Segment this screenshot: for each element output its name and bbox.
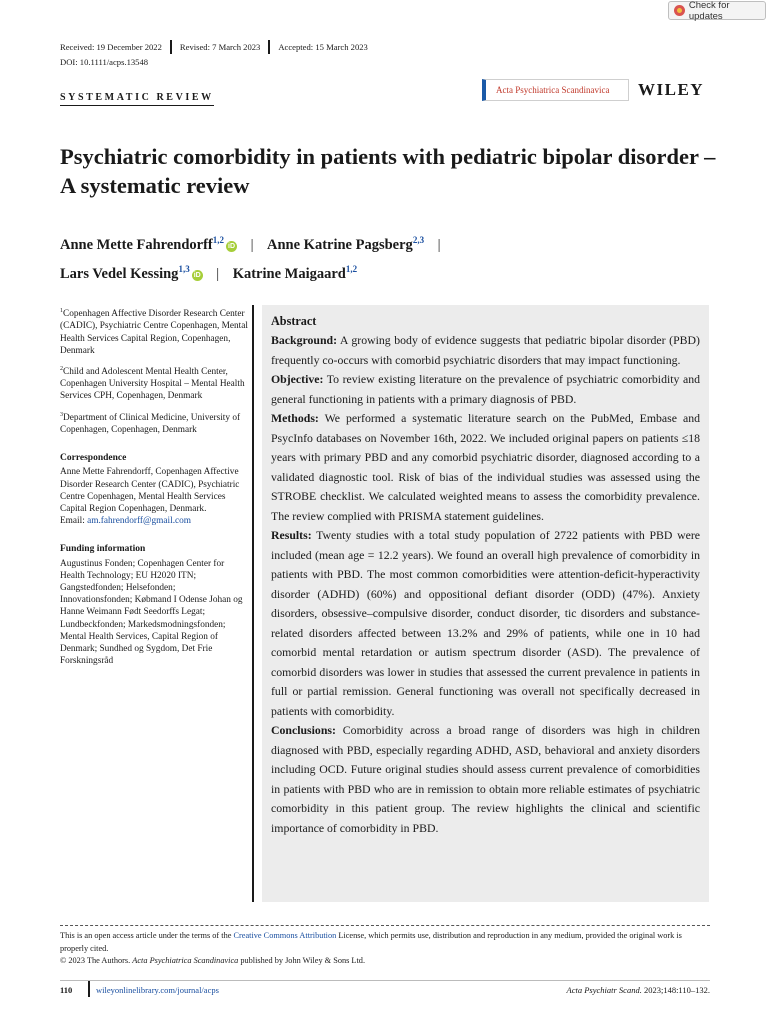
author-affiliation: 1,2 bbox=[212, 235, 225, 245]
license-note: This is an open access article under the terms of the Creative Commons Attribution License, which permits use, distribution and reproduction in any medium, provided the original work is properly cited. © 2023 The Authors. Acta Psychiatrica Scandinavica published by John Wiley & Sons Ltd. bbox=[60, 931, 682, 965]
accepted-date: Accepted: 15 March 2023 bbox=[278, 42, 368, 52]
footer-separator bbox=[88, 981, 90, 997]
author-separator: | bbox=[250, 236, 254, 253]
abstract-results: Results: Twenty studies with a total study population of 2722 patients with PBD were included (mean age = 12.2 years). We found an overall high prevalence of comorbidity in patients with PBD. The most common comorbidities were attention-deficit-hyperactivity disorder (ADHD) (60%) and oppositional defiant disorder (ODD) (47%). Anxiety disorders, obsessive–compulsive disorder, conduct disorder, tic disorders and substance-related disorders affected between 13.2% and 29% of patients, while one in 10 had comorbid mental retardation or autism spectrum disorder (ASD). The prevalence of comorbid disorders was lower in studies that assessed the current prevalence in patients in full or partial remission. General functioning was overall not specifically decreased in patients with comorbidity. bbox=[271, 528, 700, 718]
journal-url-link[interactable]: wileyonlinelibrary.com/journal/acps bbox=[96, 985, 219, 995]
funding-text: Augustinus Fonden; Copenhagen Center for Health Technology; EU H2020 ITN; Gangstedfonden; Helsefonden; Innovationsfonden; Købmand I Odense Johan og Hanne Weimann Født Seedorffs Legat; Lundbeckfonden; Markedsmodningsfonden; Mental Health Services, Capital Region of Denmark; Sundhed og Sygdom, Det Frie Forskningsråd bbox=[60, 558, 243, 667]
page-number: 110 bbox=[60, 985, 73, 995]
abstract-heading: Abstract bbox=[271, 314, 317, 328]
article-title: Psychiatric comorbidity in patients with pediatric bipolar disorder – A systematic review bbox=[60, 144, 716, 198]
author-name[interactable]: Lars Vedel Kessing bbox=[60, 265, 179, 282]
received-date: Received: 19 December 2022 bbox=[60, 42, 162, 52]
sidebar-divider bbox=[252, 305, 254, 902]
journal-logo[interactable] bbox=[482, 79, 629, 101]
author-separator: | bbox=[437, 236, 441, 253]
abstract-background: Background: A growing body of evidence suggests that pediatric bipolar disorder (PBD) frequently co-occurs with comorbid psychiatric disorders that may impact functioning. bbox=[271, 333, 700, 367]
affiliation: $^1$Copenhagen Affective Disorder Research Center (CADIC), Psychiatric Centre Copenhagen, Mental Health Services Capital Region, Copenhagen, Denmark bbox=[60, 308, 248, 356]
orcid-icon[interactable]: iD bbox=[228, 242, 236, 250]
correspondence-text: Anne Mette Fahrendorff, Copenhagen Affective Disorder Research Center (CADIC), Psychiatric Centre Copenhagen, Mental Health Services Capital Region Copenhagen, Denmark. Email: am.fahrendorff@gmail.com bbox=[60, 467, 240, 527]
abstract-objective: Objective: To review existing literature on the prevalence of psychiatric comorbidity and general functioning in patients with a primary diagnosis of PBD. bbox=[271, 372, 700, 406]
correspondence-heading: Correspondence bbox=[60, 453, 127, 464]
author-name[interactable]: Anne Mette Fahrendorff bbox=[60, 236, 213, 253]
abstract-conclusions: Conclusions: Comorbidity across a broad range of disorders was high in children diagnosed with PBD, especially regarding ADHD, ASD, behavioral and anxiety disorders including OCD. Future original studies should assess current prevalence of comorbidities in patients with PBD who are in remission to obtain more reliable estimates of psychiatric comorbidity in this patient group. The review highlights the clinical and scientific importance of comorbidity in PBD. bbox=[271, 723, 700, 835]
check-for-updates-label: Check for updates bbox=[688, 0, 730, 22]
author-separator: | bbox=[216, 265, 220, 282]
revised-date: Revised: 7 March 2023 bbox=[179, 42, 261, 52]
journal-name: Acta Psychiatrica Scandinavica bbox=[496, 85, 610, 95]
article-dates bbox=[60, 40, 376, 54]
author-name[interactable]: Katrine Maigaard bbox=[232, 265, 346, 282]
license-link[interactable]: Creative Commons Attribution bbox=[233, 931, 337, 940]
email-link[interactable]: am.fahrendorff@gmail.com bbox=[87, 516, 192, 527]
funding-heading: Funding information bbox=[60, 544, 146, 555]
orcid-icon[interactable]: iD bbox=[193, 271, 201, 279]
doi: DOI: 10.1111/acps.13548 bbox=[60, 57, 149, 67]
section-label: SYSTEMATIC REVIEW bbox=[60, 92, 214, 106]
check-for-updates-button[interactable] bbox=[668, 1, 766, 20]
affiliation: $^3$Department of Clinical Medicine, University of Copenhagen, Copenhagen, Denmark bbox=[60, 411, 241, 435]
author-affiliation: 1,3 bbox=[178, 263, 190, 274]
citation: Acta Psychiatr Scand. 2023;148:110–132. bbox=[566, 985, 710, 995]
author-name[interactable]: Anne Katrine Pagsberg bbox=[267, 236, 413, 253]
footnote-divider bbox=[60, 925, 710, 926]
abstract-box bbox=[262, 305, 709, 902]
sidebar bbox=[60, 305, 250, 673]
footer-divider bbox=[60, 980, 710, 981]
author-affiliation: 2,3 bbox=[412, 235, 425, 245]
author-affiliation: 1,2 bbox=[345, 263, 358, 274]
abstract-methods: Methods: We performed a systematic literature search on the PubMed, Embase and PsycInfo databases on November 16th, 2022. We included original papers on patients ≤18 years with primary PBD and any comorbid psychiatric disorder, diagnosed according to a validated diagnostic tool. Risk of bias of the individual studies was assessed using the STROBE checklist. We calculated weighted means to assess the comorbidity prevalence. The review complied with PRISMA statement guidelines. bbox=[271, 411, 700, 523]
publisher-logo[interactable]: WILEY bbox=[638, 80, 705, 99]
affiliation: $^2$Child and Adolescent Mental Health Center, Copenhagen University Hospital – Mental Health Services CPH, Copenhagen, Denmark bbox=[60, 365, 245, 402]
update-badge-icon bbox=[674, 5, 685, 16]
author-list bbox=[60, 228, 680, 286]
